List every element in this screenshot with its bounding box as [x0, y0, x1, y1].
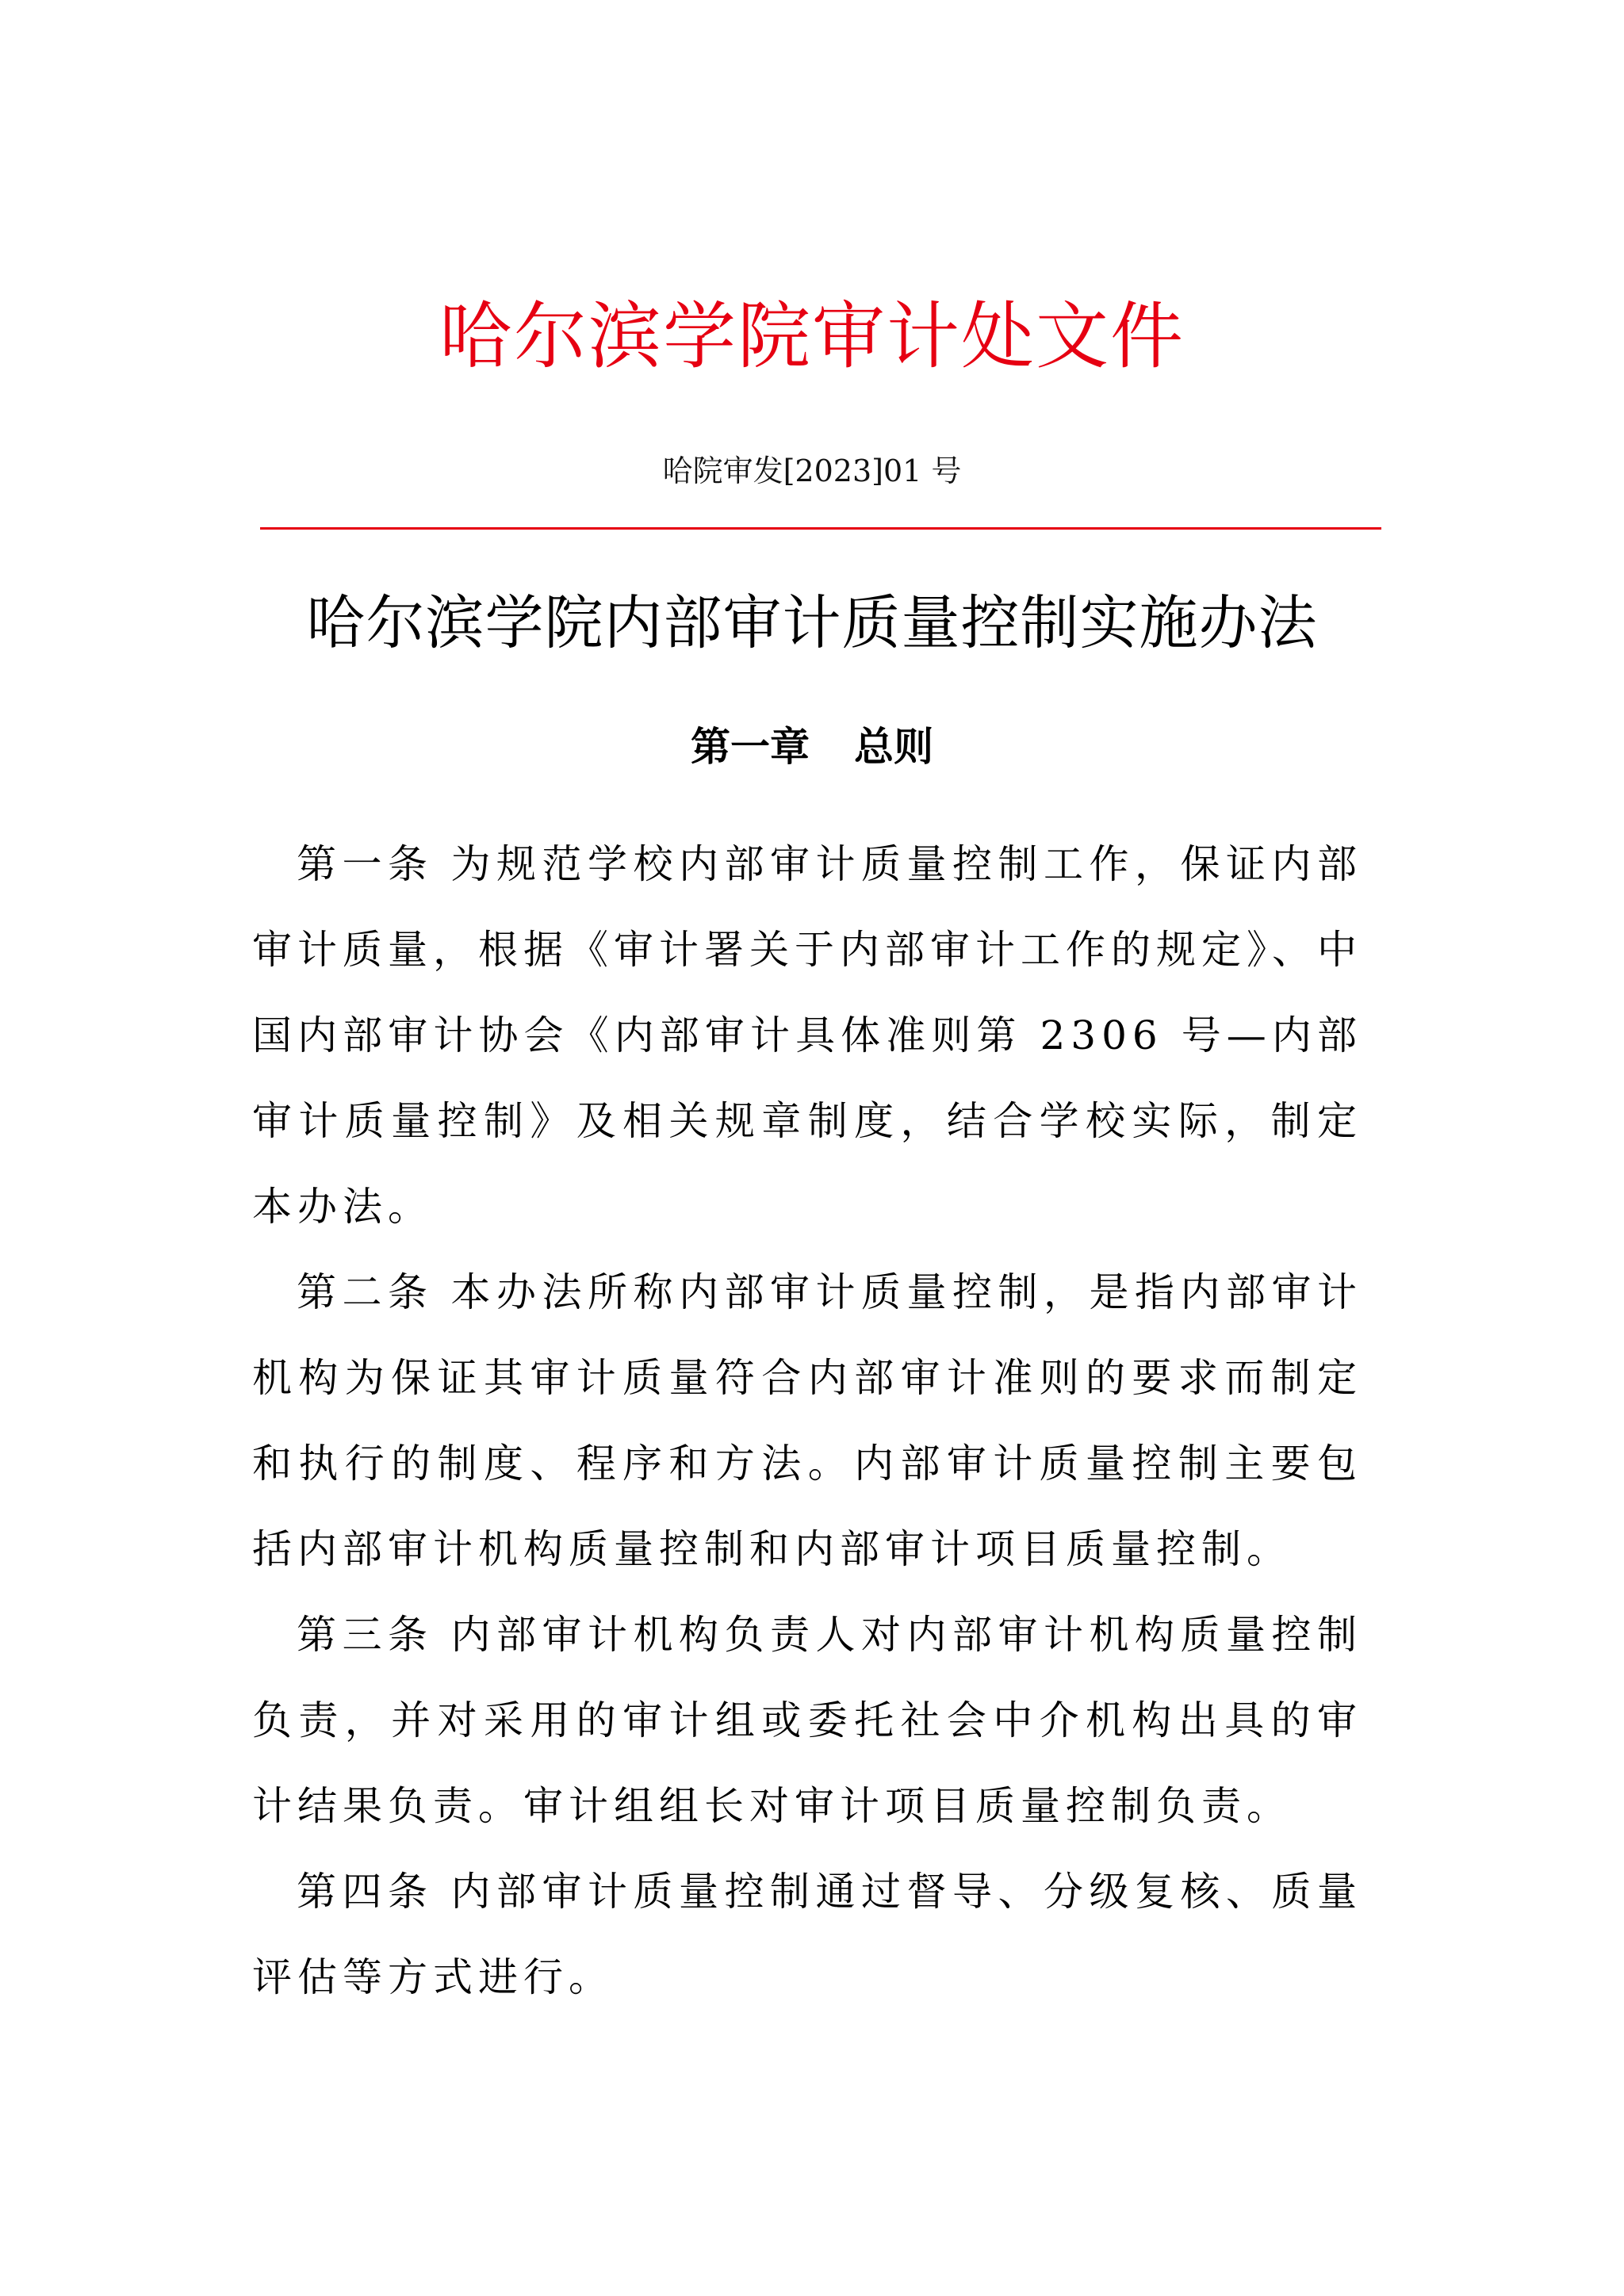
article-label: 第二条: [297, 1269, 434, 1315]
document-title: 哈尔滨学院内部审计质量控制实施办法: [306, 589, 1318, 657]
article-paragraph: [252, 1849, 1362, 2020]
document-number: 哈院审发[2023]01 号: [662, 453, 962, 488]
article-text: 内部审计质量控制通过督导、分级复核、质量评估等方式进行。: [252, 1869, 1362, 2000]
article-paragraph: [252, 1249, 1362, 1592]
issuer-header-title: 哈尔滨学院审计处文件: [439, 294, 1185, 379]
article-label: 第三条: [297, 1612, 434, 1658]
article-label: 第一条: [297, 841, 434, 887]
chapter-heading: [0, 723, 1624, 771]
article-paragraph: [252, 821, 1362, 1249]
document-body: [252, 821, 1362, 2020]
article-text: 为规范学校内部审计质量控制工作，保证内部审计质量，根据《审计署关于内部审计工作的规定》、中国内部审计协会《内部审计具体准则第 2306 号—内部审计质量控制》及相关规章制度，结合学校实际，制定本办法。: [252, 841, 1362, 1230]
article-text: 本办法所称内部审计质量控制，是指内部审计机构为保证其审计质量符合内部审计准则的要求而制定和执行的制度、程序和方法。内部审计质量控制主要包括内部审计机构质量控制和内部审计项目质量控制。: [252, 1269, 1362, 1572]
chapter-number: 第一章: [691, 724, 810, 770]
article-text: 内部审计机构负责人对内部审计机构质量控制负责，并对采用的审计组或委托社会中介机构出具的审计结果负责。审计组组长对审计项目质量控制负责。: [252, 1612, 1362, 1829]
chapter-name: 总则: [854, 724, 933, 770]
article-paragraph: [252, 1592, 1362, 1849]
article-label: 第四条: [297, 1869, 434, 1915]
red-divider-rule: [260, 527, 1381, 530]
